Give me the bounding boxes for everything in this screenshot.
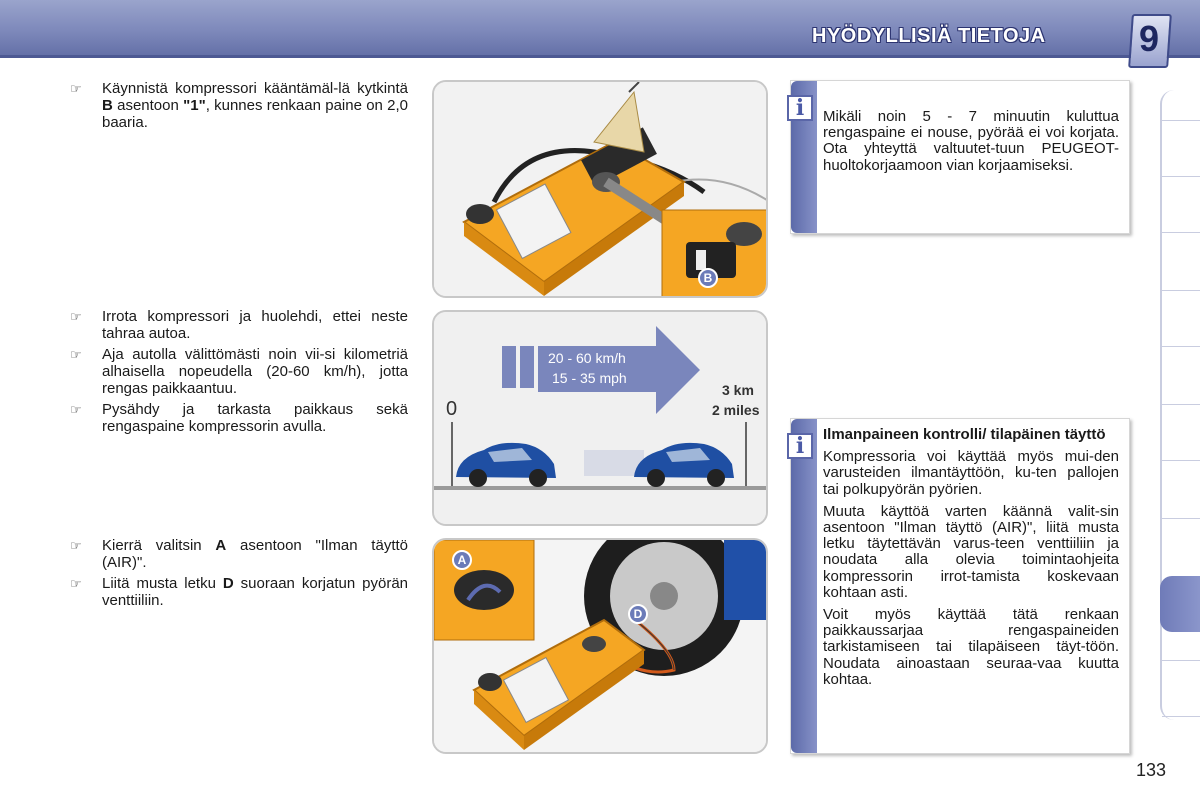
- edge-tab-divider: [1162, 404, 1200, 405]
- edge-tab-divider: [1162, 176, 1200, 177]
- list-item: [70, 308, 408, 342]
- selector-label: A: [215, 537, 227, 554]
- edge-tab-divider: [1162, 120, 1200, 121]
- text-segment: asentoon "Ilman täyttö (AIR)".: [102, 537, 408, 571]
- info-box-text: Mikäli noin 5 - 7 minuutin kuluttua rengaspaine ei nouse, pyörää ei voi korjata. Ota yhteyttä valtuutet-tuun PEUGEOT-huoltokorjaamoon vian korjaamiseksi.: [823, 108, 1119, 174]
- text-segment: Kierrä valitsin: [102, 537, 216, 554]
- pointing-hand-icon: ☞: [70, 538, 82, 553]
- info-box-heading: Ilmanpaineen kontrolli/ tilapäinen täyttö: [823, 426, 1106, 443]
- edge-tab-divider: [1162, 660, 1200, 661]
- figure-compressor-switch: [432, 80, 768, 298]
- hose-d-marker: D: [628, 604, 648, 624]
- list-item-text: Pysähdy ja tarkasta paikkaus sekä rengaspaine kompressorin avulla.: [102, 401, 408, 435]
- info-icon: i: [787, 95, 813, 121]
- edge-tab-divider: [1162, 518, 1200, 519]
- edge-tab-divider: [1162, 290, 1200, 291]
- pointing-hand-icon: ☞: [70, 402, 82, 417]
- compressor-illustration: [434, 82, 768, 298]
- figure-hose-connection: [432, 538, 768, 754]
- instructions-step-1: [70, 80, 408, 135]
- instructions-step-3: [70, 537, 408, 613]
- edge-tab-current-chapter[interactable]: [1160, 576, 1200, 632]
- page-number: 133: [1136, 760, 1167, 780]
- edge-tab-divider: [1162, 232, 1200, 233]
- list-item: [70, 575, 408, 609]
- distance-km-label: 3 km: [722, 382, 754, 398]
- hose-illustration: [434, 540, 768, 754]
- switch-label: B: [102, 97, 113, 114]
- speed-kmh-label: 20 - 60 km/h: [548, 350, 626, 366]
- list-item: [70, 401, 408, 435]
- info-paragraph: Voit myös käyttää tätä renkaan paikkaussarjaa rengaspaineiden tarkistamiseen tai tilapäiseen täyt-töön. Noudata ainoastaan seuraa-vaa kuutta kohtaa.: [823, 606, 1119, 688]
- hose-label: D: [222, 575, 234, 592]
- pointing-hand-icon: ☞: [70, 309, 82, 324]
- edge-tab-divider: [1162, 460, 1200, 461]
- edge-tab-divider: [1162, 716, 1200, 717]
- drive-diagram: [434, 312, 768, 526]
- list-item: [70, 346, 408, 397]
- distance-start-label: 0: [446, 398, 458, 420]
- pointing-hand-icon: ☞: [70, 347, 82, 362]
- list-item-text: Aja autolla välittömästi noin vii-si kilometriä alhaisella nopeudella (20-60 km/h), jotta rengas paikkaantuu.: [102, 346, 408, 397]
- edge-tab-divider: [1162, 346, 1200, 347]
- list-item: [70, 80, 408, 131]
- distance-miles-label: 2 miles: [712, 402, 760, 418]
- text-segment: , kunnes renkaan paine on 2,0 baaria.: [102, 97, 408, 131]
- list-item-text: Irrota kompressori ja huolehdi, ettei neste tahraa autoa.: [102, 308, 408, 342]
- text-segment: Liitä musta letku: [102, 575, 223, 592]
- instructions-step-2: [70, 308, 408, 439]
- speed-mph-label: 15 - 35 mph: [552, 370, 627, 386]
- info-box-repair-note: [790, 80, 1130, 234]
- text-segment: Käynnistä kompressori kääntämäl-lä kytkintä: [102, 80, 408, 97]
- info-paragraph: Muuta käyttöä varten käännä valit-sin asentoon "Ilman täyttö (AIR)", liitä musta letku täytettävän varus-teen venttiiliin ja noudata alla olevia toimintaohjeita kompressorin irrot-tamista koskevaan kohtaan asti.: [823, 502, 1119, 601]
- info-icon: i: [787, 433, 813, 459]
- selector-a-marker: A: [452, 550, 472, 570]
- list-item: [70, 537, 408, 571]
- section-title: HYÖDYLLISIÄ TIETOJA: [812, 25, 1046, 47]
- info-box-content: [823, 427, 1119, 694]
- text-segment: asentoon: [112, 97, 184, 114]
- info-box-air-inflation: [790, 418, 1130, 754]
- switch-b-marker: B: [698, 268, 718, 288]
- position-label: "1": [183, 97, 206, 114]
- chapter-number: 9: [1139, 18, 1160, 59]
- text-segment: suoraan korjatun pyörän venttiiliin.: [102, 575, 409, 609]
- info-box-accent-bar: [791, 419, 817, 753]
- pointing-hand-icon: ☞: [70, 81, 82, 96]
- pointing-hand-icon: ☞: [70, 576, 82, 591]
- info-paragraph: Kompressoria voi käyttää myös mui-den varusteiden ilmantäyttöön, ku-ten pallojen tai polkupyörän pyörien.: [823, 448, 1119, 498]
- figure-drive-instructions: [432, 310, 768, 526]
